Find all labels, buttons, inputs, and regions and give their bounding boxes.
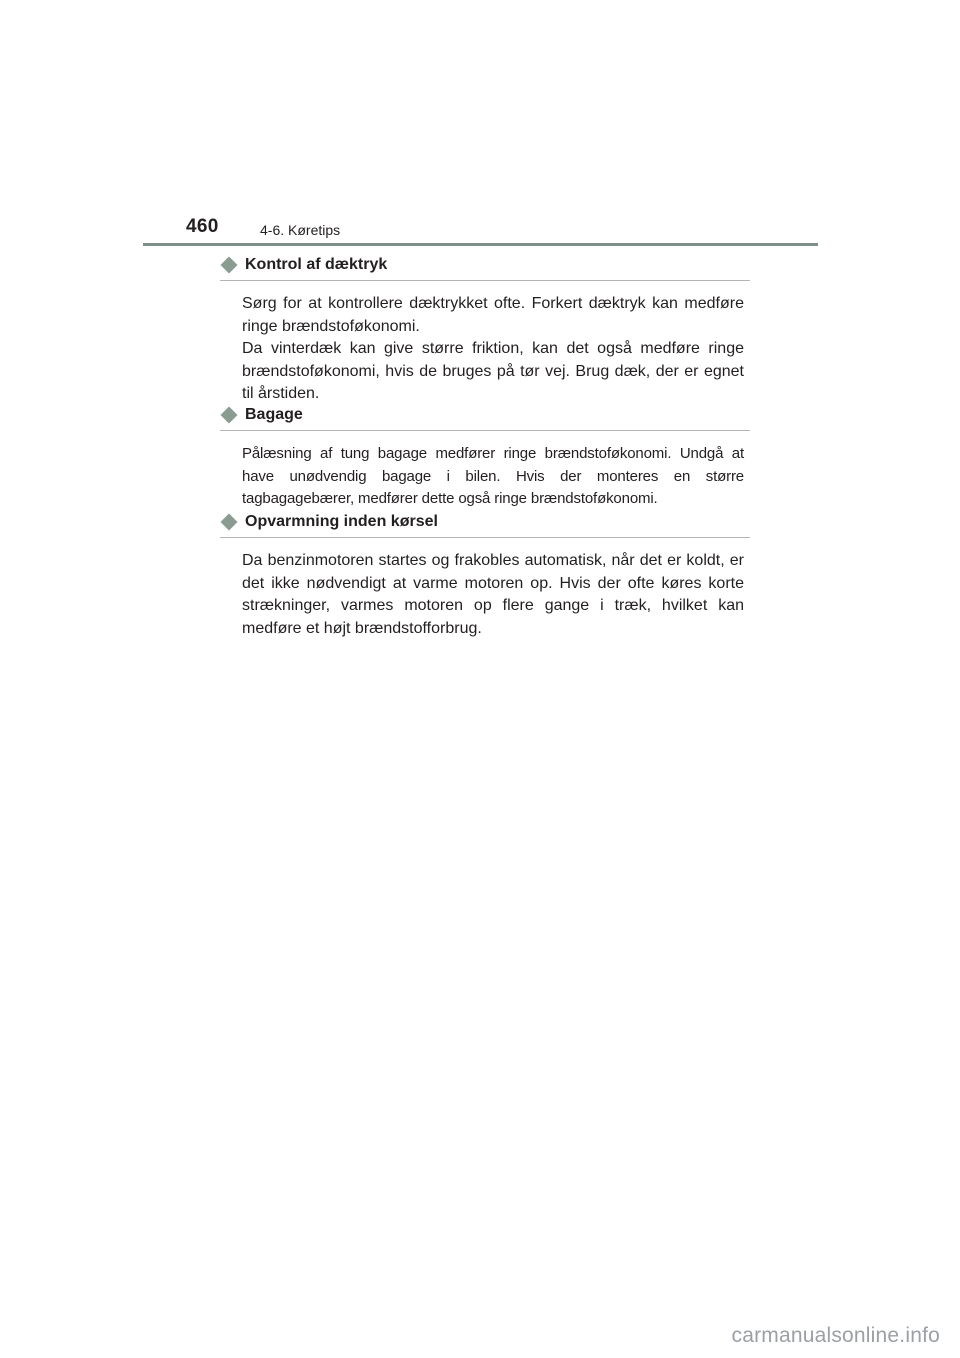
section-tire-pressure xyxy=(220,254,750,406)
paragraph: Da benzinmotoren startes og frakobles automatisk, når det er koldt, er det ikke nødvendigt at varme motoren op. Hvis der ofte køres korte strækninger, varmes motoren op flere gange i træk, hvilket kan medføre et højt brændstofforbrug. xyxy=(242,552,744,637)
section-title: Opvarmning inden kørsel xyxy=(245,513,438,530)
section-warmup xyxy=(220,511,750,640)
paragraph: Pålæsning af tung bagage medfører ringe brændstoføkonomi. Undgå at have unødvendig bagage i bilen. Hvis der monteres en større tagbagagebærer, medfører dette også ringe brændstoføkonomi. xyxy=(242,445,744,507)
section-luggage xyxy=(220,404,750,511)
section-body xyxy=(242,550,744,640)
section-body xyxy=(242,443,744,511)
diamond-bullet-icon xyxy=(221,407,238,424)
section-heading xyxy=(220,254,750,281)
watermark-link[interactable]: carmanualsonline.info xyxy=(731,1324,940,1347)
section-heading xyxy=(220,404,750,431)
section-title: Kontrol af dæktryk xyxy=(245,256,388,273)
diamond-bullet-icon xyxy=(221,257,238,274)
section-title: Bagage xyxy=(245,406,303,423)
chapter-title: 4-6. Køretips xyxy=(260,222,341,238)
paragraph: Da vinterdæk kan give større friktion, kan det også medføre ringe brændstoføkonomi, hvis de bruges på tør vej. Brug dæk, der er egnet til årstiden. xyxy=(242,340,744,402)
diamond-bullet-icon xyxy=(221,514,238,531)
section-heading xyxy=(220,511,750,538)
page-number: 460 xyxy=(186,216,219,237)
section-body xyxy=(242,293,744,406)
header-rule xyxy=(143,243,818,246)
paragraph: Sørg for at kontrollere dæktrykket ofte. Forkert dæktryk kan medføre ringe brændstoføkonomi. xyxy=(242,295,744,335)
